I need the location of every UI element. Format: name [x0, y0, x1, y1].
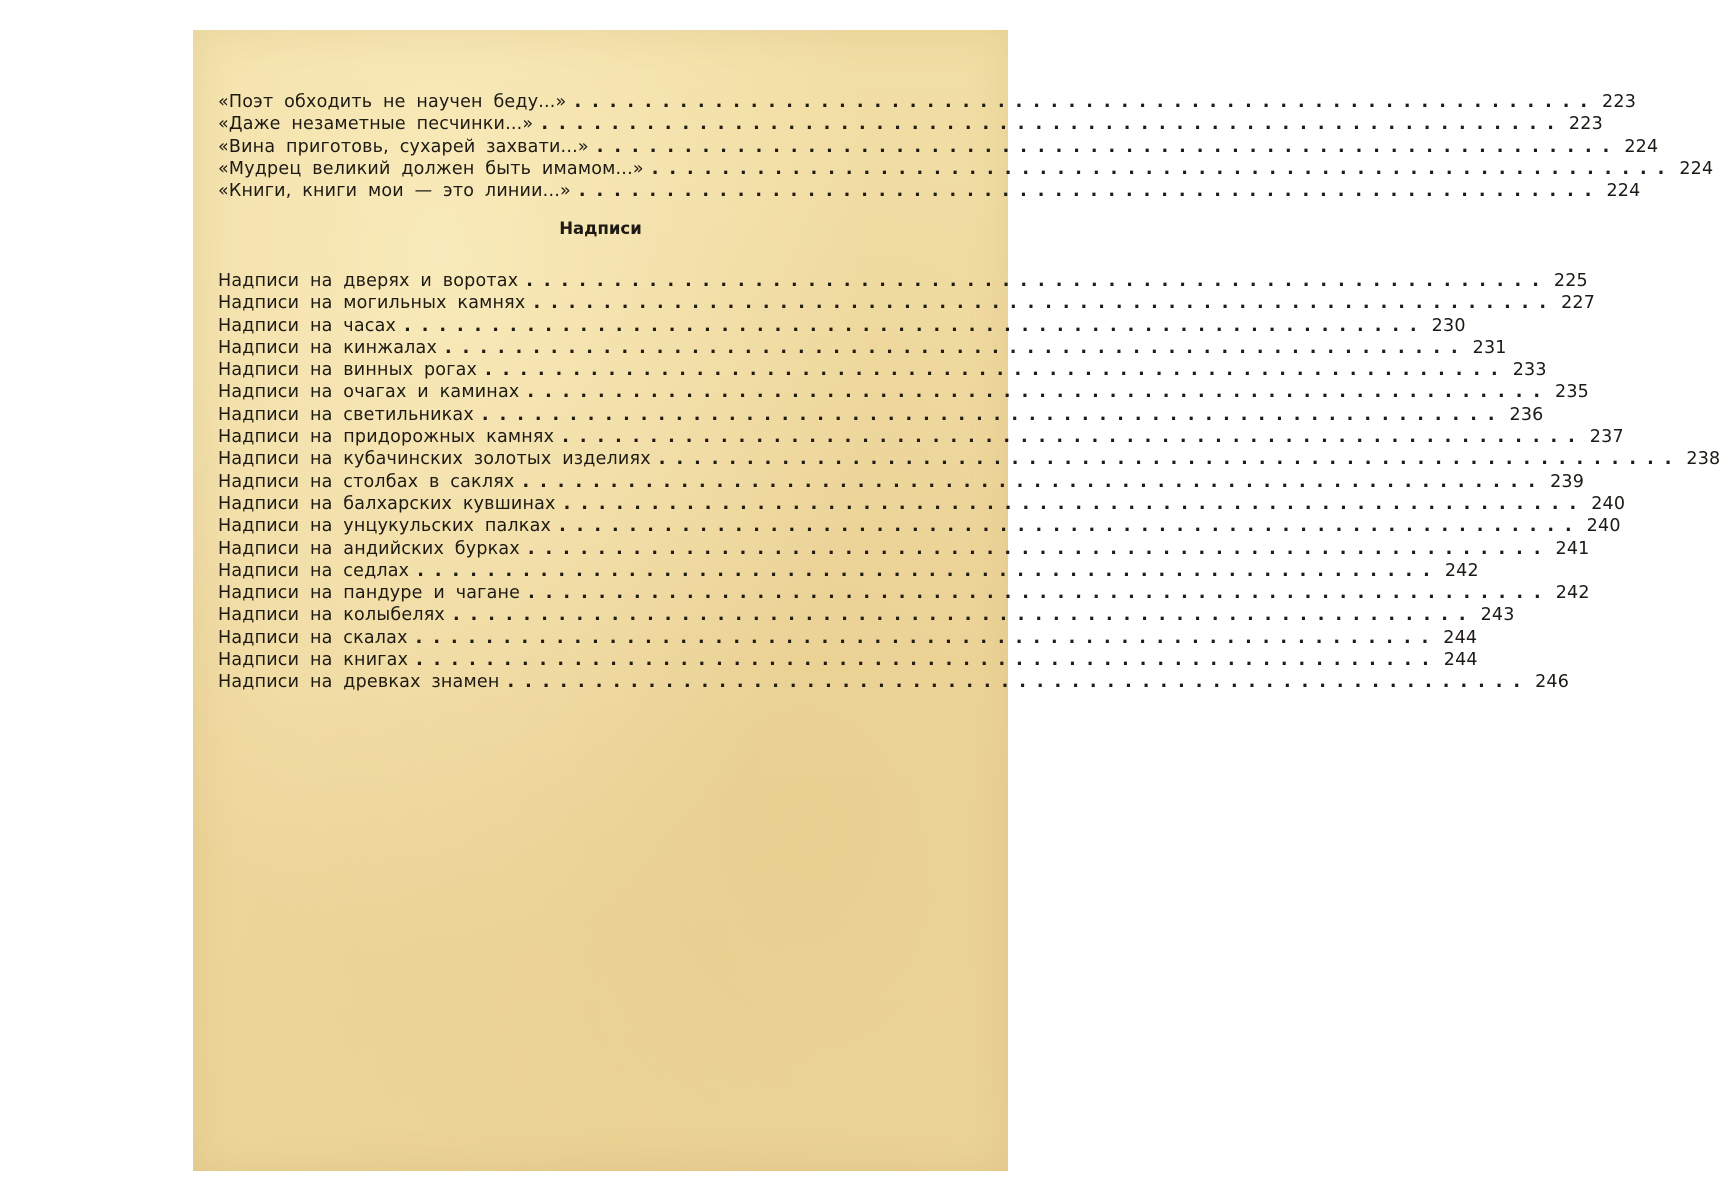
toc-entry-title: Надписи на андийских бурках [218, 538, 520, 559]
toc-entry-title: «Поэт обходить не научен беду...» [218, 92, 567, 112]
dot-leader: .......................................................... [445, 337, 1469, 358]
toc-entry [218, 181, 1641, 203]
toc-entry-title: Надписи на колыбелях [218, 605, 445, 626]
toc-entry [218, 293, 1596, 315]
dot-leader: .......................................................... [541, 114, 1565, 135]
toc-entry-page: 235 [1555, 382, 1590, 403]
toc-entry-page: 244 [1443, 650, 1478, 671]
dot-leader: .......................................................... [453, 605, 1477, 626]
toc-entry-title: Надписи на столбах в саклях [218, 471, 515, 492]
toc-entry [218, 516, 1621, 538]
toc-entry [218, 114, 1603, 136]
dot-leader: .......................................................... [417, 560, 1441, 581]
dot-leader: .......................................................... [562, 427, 1586, 448]
dot-leader: .......................................................... [526, 271, 1550, 291]
toc-entry-page: 240 [1591, 493, 1626, 514]
toc-entry-title: Надписи на балхарских кувшинах [218, 493, 556, 514]
toc-entry-page: 227 [1561, 293, 1596, 314]
toc-entry [218, 650, 1478, 672]
toc-entry-title: Надписи на очагах и каминах [218, 382, 520, 403]
toc-entry-title: Надписи на книгах [218, 650, 409, 671]
dot-leader: .......................................................... [527, 538, 1552, 559]
dot-leader: .......................................................... [533, 293, 1558, 314]
toc-entry-title: Надписи на кинжалах [218, 337, 438, 358]
dot-leader: .......................................................... [658, 449, 1683, 470]
toc-entry [218, 449, 1720, 471]
toc-entry-title: Надписи на скалах [218, 627, 408, 648]
dot-leader: .......................................................... [527, 382, 1552, 403]
toc-entry [218, 382, 1590, 404]
toc-entry-title: «Вина приготовь, сухарей захвати...» [218, 136, 589, 157]
toc-entry [218, 672, 1570, 694]
toc-entry-title: Надписи на винных рогах [218, 360, 478, 381]
toc-entry-page: 224 [1624, 136, 1659, 157]
toc-entry-page: 242 [1444, 560, 1479, 581]
toc-entry-page: 238 [1686, 449, 1720, 470]
dot-leader: .......................................................... [481, 404, 1506, 425]
toc-entry [218, 538, 1590, 561]
toc-entry-page: 223 [1602, 92, 1637, 112]
toc-entry-title: «Даже незаметные песчинки...» [218, 114, 534, 135]
toc-entry-title: Надписи на светильниках [218, 404, 474, 425]
toc-entry-title: Надписи на придорожных камнях [218, 427, 555, 448]
toc-entry-page: 244 [1443, 627, 1478, 648]
dot-leader: .......................................................... [596, 136, 1621, 157]
dot-leader: .......................................................... [415, 627, 1440, 648]
toc-entry [218, 337, 1507, 360]
toc-entry-title: Надписи на дверях и воротах [218, 271, 519, 291]
toc-entry [218, 427, 1624, 449]
toc-entry-page: 239 [1550, 471, 1585, 492]
toc-entry [218, 605, 1515, 627]
toc-entry [218, 158, 1714, 181]
dot-leader: .......................................................... [528, 583, 1552, 604]
toc-entry-title: Надписи на унцукульских палках [218, 516, 552, 537]
toc-entry-page: 224 [1679, 158, 1714, 179]
toc-entry [218, 92, 1637, 114]
dot-leader: .......................................................... [563, 493, 1588, 514]
toc-entry-page: 241 [1555, 538, 1590, 559]
toc-entry-title: Надписи на седлах [218, 560, 410, 581]
toc-entry-page: 237 [1589, 427, 1624, 448]
toc-entry [218, 315, 1466, 338]
dot-leader: .......................................................... [404, 315, 1428, 336]
toc-entry-title: Надписи на часах [218, 315, 397, 336]
toc-entry-title: «Книги, книги мои — это линии...» [218, 181, 571, 202]
toc-entry-page: 240 [1586, 516, 1621, 537]
toc-entry-page: 223 [1568, 114, 1603, 135]
dot-leader: .......................................................... [522, 471, 1547, 492]
dot-leader: .......................................................... [651, 158, 1676, 179]
toc-entry-title: Надписи на кубачинских золотых изделиях [218, 449, 651, 470]
book-page [193, 30, 1720, 1171]
toc-entry [218, 271, 1588, 293]
toc-entry-page: 242 [1555, 583, 1590, 604]
toc-entry [218, 404, 1544, 427]
dot-leader: .......................................................... [485, 360, 1509, 381]
toc-entry [218, 471, 1585, 494]
section-heading: Надписи [559, 219, 642, 238]
toc-entry-page: 225 [1553, 271, 1588, 291]
dot-leader: .......................................................... [574, 92, 1599, 112]
inscriptions-toc-list [218, 271, 1720, 695]
toc-entry [218, 136, 1659, 159]
toc-entry-page: 243 [1480, 605, 1515, 626]
toc-entry-title: «Мудрец великий должен быть имамом...» [218, 158, 644, 179]
toc-entry-page: 224 [1606, 181, 1641, 202]
toc-entry [218, 360, 1547, 382]
toc-entry [218, 583, 1590, 605]
poems-toc-list [218, 92, 1714, 203]
dot-leader: .......................................................... [559, 516, 1583, 537]
toc-entry-page: 246 [1535, 672, 1570, 693]
toc-entry-page: 236 [1509, 404, 1544, 425]
toc-entry-page: 233 [1512, 360, 1547, 381]
toc-entry-title: Надписи на древках знамен [218, 672, 500, 693]
toc-entry-title: Надписи на могильных камнях [218, 293, 526, 314]
toc-entry-page: 231 [1472, 337, 1507, 358]
toc-entry-title: Надписи на пандуре и чагане [218, 583, 521, 604]
toc-entry [218, 493, 1626, 516]
dot-leader: .......................................................... [416, 650, 1440, 671]
dot-leader: .......................................................... [507, 672, 1532, 693]
toc-entry [218, 627, 1478, 650]
toc-entry [218, 560, 1479, 583]
dot-leader: .......................................................... [578, 181, 1603, 202]
toc-entry-page: 230 [1431, 315, 1466, 336]
